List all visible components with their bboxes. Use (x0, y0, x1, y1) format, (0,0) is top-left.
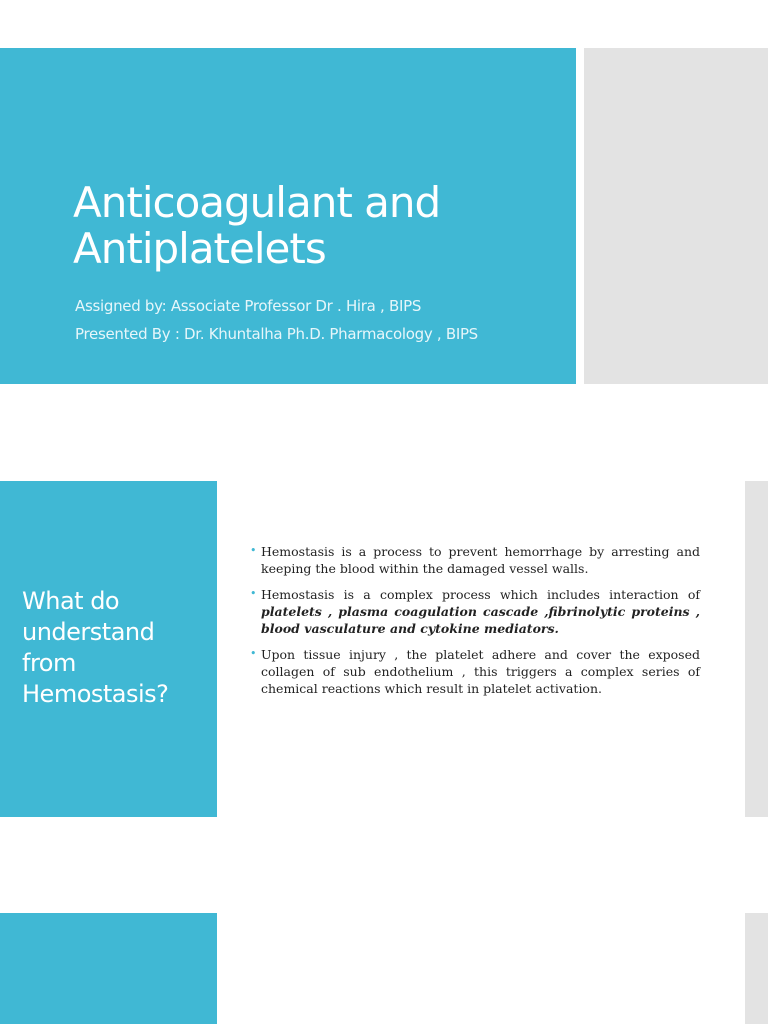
assigned-by-text: Assigned by: Associate Professor Dr . Hira , BIPS (75, 297, 422, 315)
bullet-text: Upon tissue injury , the platelet adhere and cover the exposed collagen of sub endothelium , this triggers a complex series of chemical reactions which result in platelet activation. (261, 647, 700, 696)
bullet-text: Hemostasis is a complex process which includes interaction of (261, 587, 700, 602)
slide-title-line-1: Anticoagulant and (73, 178, 441, 227)
bullet-item (250, 586, 700, 637)
question-line: What do (22, 587, 120, 615)
bullet-icon: • (250, 647, 257, 660)
bullet-item (250, 543, 700, 577)
next-slide-side-panel (745, 913, 768, 1024)
next-slide-panel (0, 913, 217, 1024)
question-heading (22, 586, 212, 710)
slide-title (73, 180, 553, 272)
title-slide-side-panel (584, 48, 768, 384)
bullet-item (250, 646, 700, 697)
bullet-emphasis-text: platelets , plasma coagulation cascade ,fibrinolytic proteins , blood vasculature and cytokine mediators. (261, 604, 700, 636)
question-line: from (22, 649, 76, 677)
slide-title-line-2: Antiplatelets (73, 224, 326, 273)
bullet-icon: • (250, 544, 257, 557)
hemostasis-bullet-list (250, 543, 700, 706)
presented-by-text: Presented By : Dr. Khuntalha Ph.D. Pharmacology , BIPS (75, 325, 478, 343)
bullet-icon: • (250, 587, 257, 600)
question-line: understand (22, 618, 155, 646)
slide2-side-panel (745, 481, 768, 817)
question-line: Hemostasis? (22, 680, 169, 708)
bullet-text: Hemostasis is a process to prevent hemorrhage by arresting and keeping the blood within the damaged vessel walls. (261, 544, 700, 576)
